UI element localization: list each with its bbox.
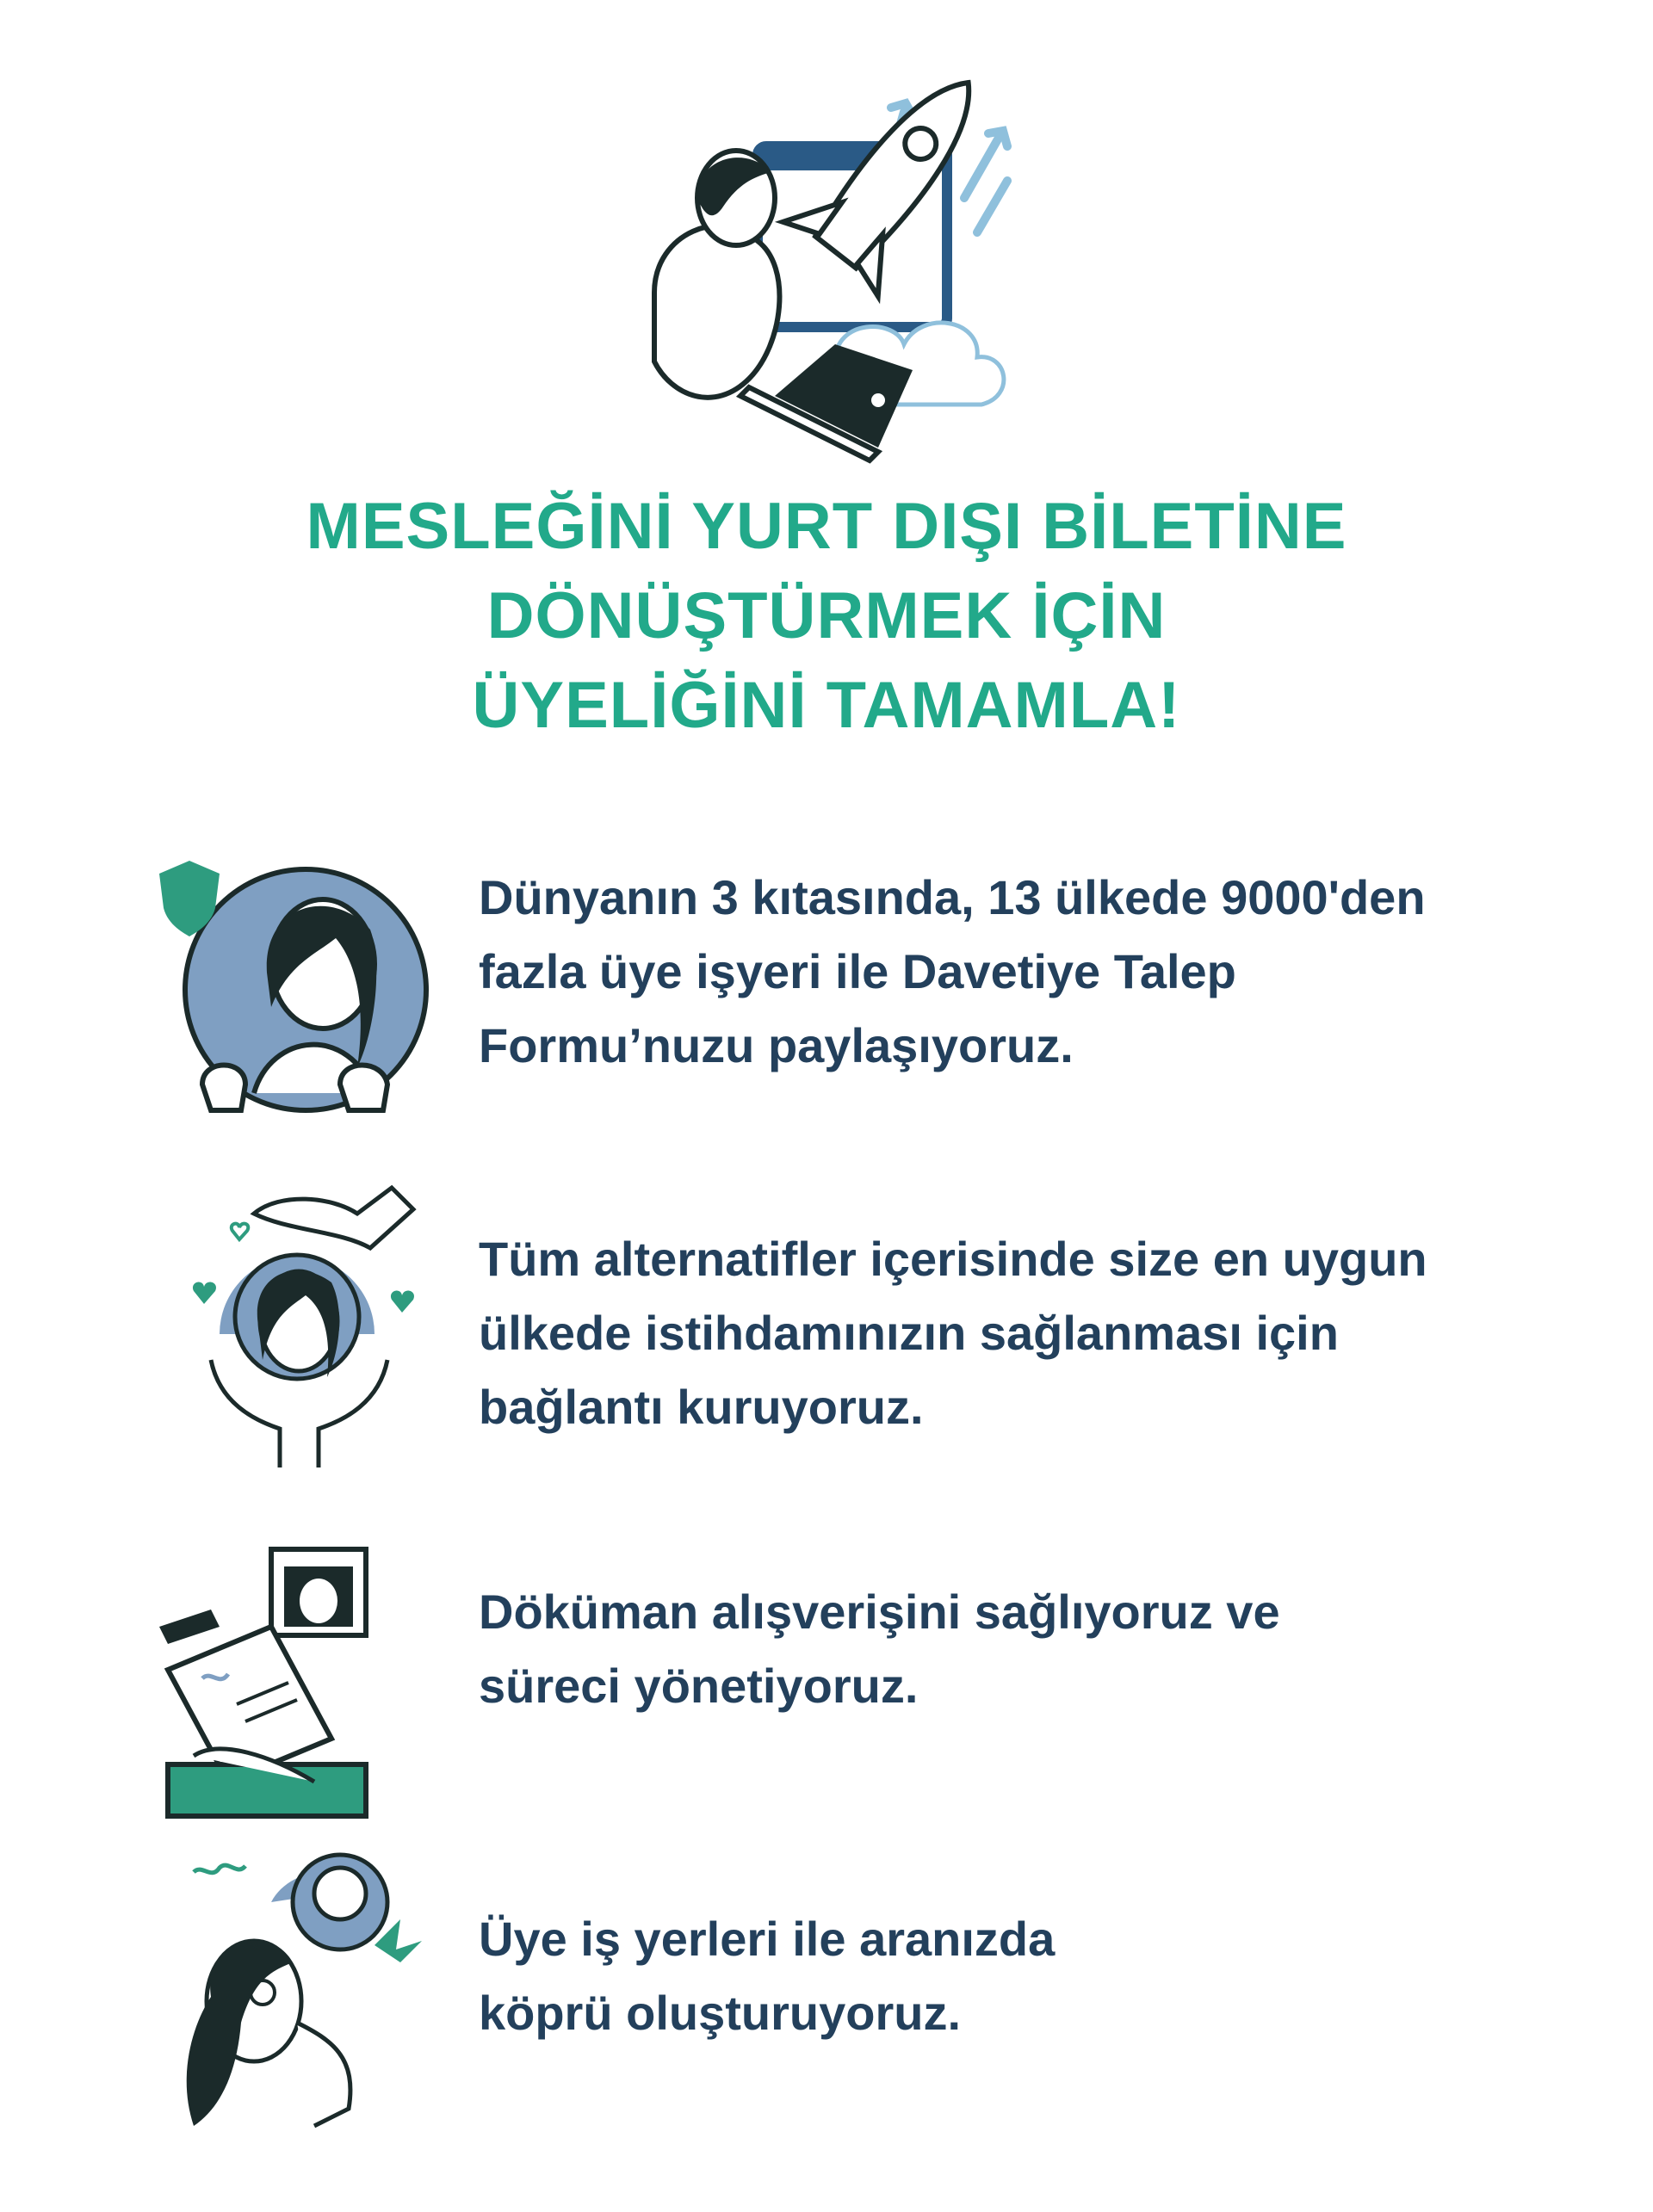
page-title (0, 482, 1653, 751)
woman-avatar-bridge-icon (142, 1851, 435, 2143)
feature-text-line: Tüm alternatifler içerisinde size en uygun (479, 1232, 1427, 1286)
feature-text (479, 1222, 1598, 1444)
feature-item-documents (0, 1532, 1653, 1807)
feature-text (479, 1902, 1598, 2050)
feature-item-invitation (0, 835, 1653, 1145)
feature-text-line: fazla üye işyeri ile Davetiye Talep (479, 944, 1236, 998)
feature-text-line: Formu’nuzu paylaşıyoruz. (479, 1018, 1074, 1072)
feature-text-line: Dünyanın 3 kıtasında, 13 ülkede 9000'den (479, 870, 1426, 924)
rocket-laptop-icon (620, 34, 1068, 482)
feature-text-line: Üye iş yerleri ile aranızda (479, 1912, 1056, 1966)
feature-text-line: köprü oluşturuyoruz. (479, 1986, 961, 2040)
headline-line: ÜYELİĞİNİ TAMAMLA! (472, 669, 1181, 742)
feature-text-line: bağlantı kuruyoruz. (479, 1380, 924, 1434)
feature-text-line: süreci yönetiyoruz. (479, 1659, 919, 1713)
feature-item-bridge (0, 1851, 1653, 2126)
feature-text (479, 861, 1598, 1083)
headline-line: MESLEĞİNİ YURT DIŞI BİLETİNE (306, 490, 1347, 563)
feature-text-line: ülkede istihdamınızın sağlanması için (479, 1306, 1339, 1360)
headline-line: DÖNÜŞTÜRMEK İÇİN (486, 579, 1167, 652)
feature-text-line: Döküman alışverişini sağlıyoruz ve (479, 1585, 1280, 1639)
woman-shield-icon (142, 835, 435, 1128)
woman-hands-hearts-icon (142, 1179, 435, 1472)
feature-item-employment (0, 1179, 1653, 1489)
feature-text (479, 1575, 1598, 1723)
document-signing-icon (142, 1532, 435, 1825)
